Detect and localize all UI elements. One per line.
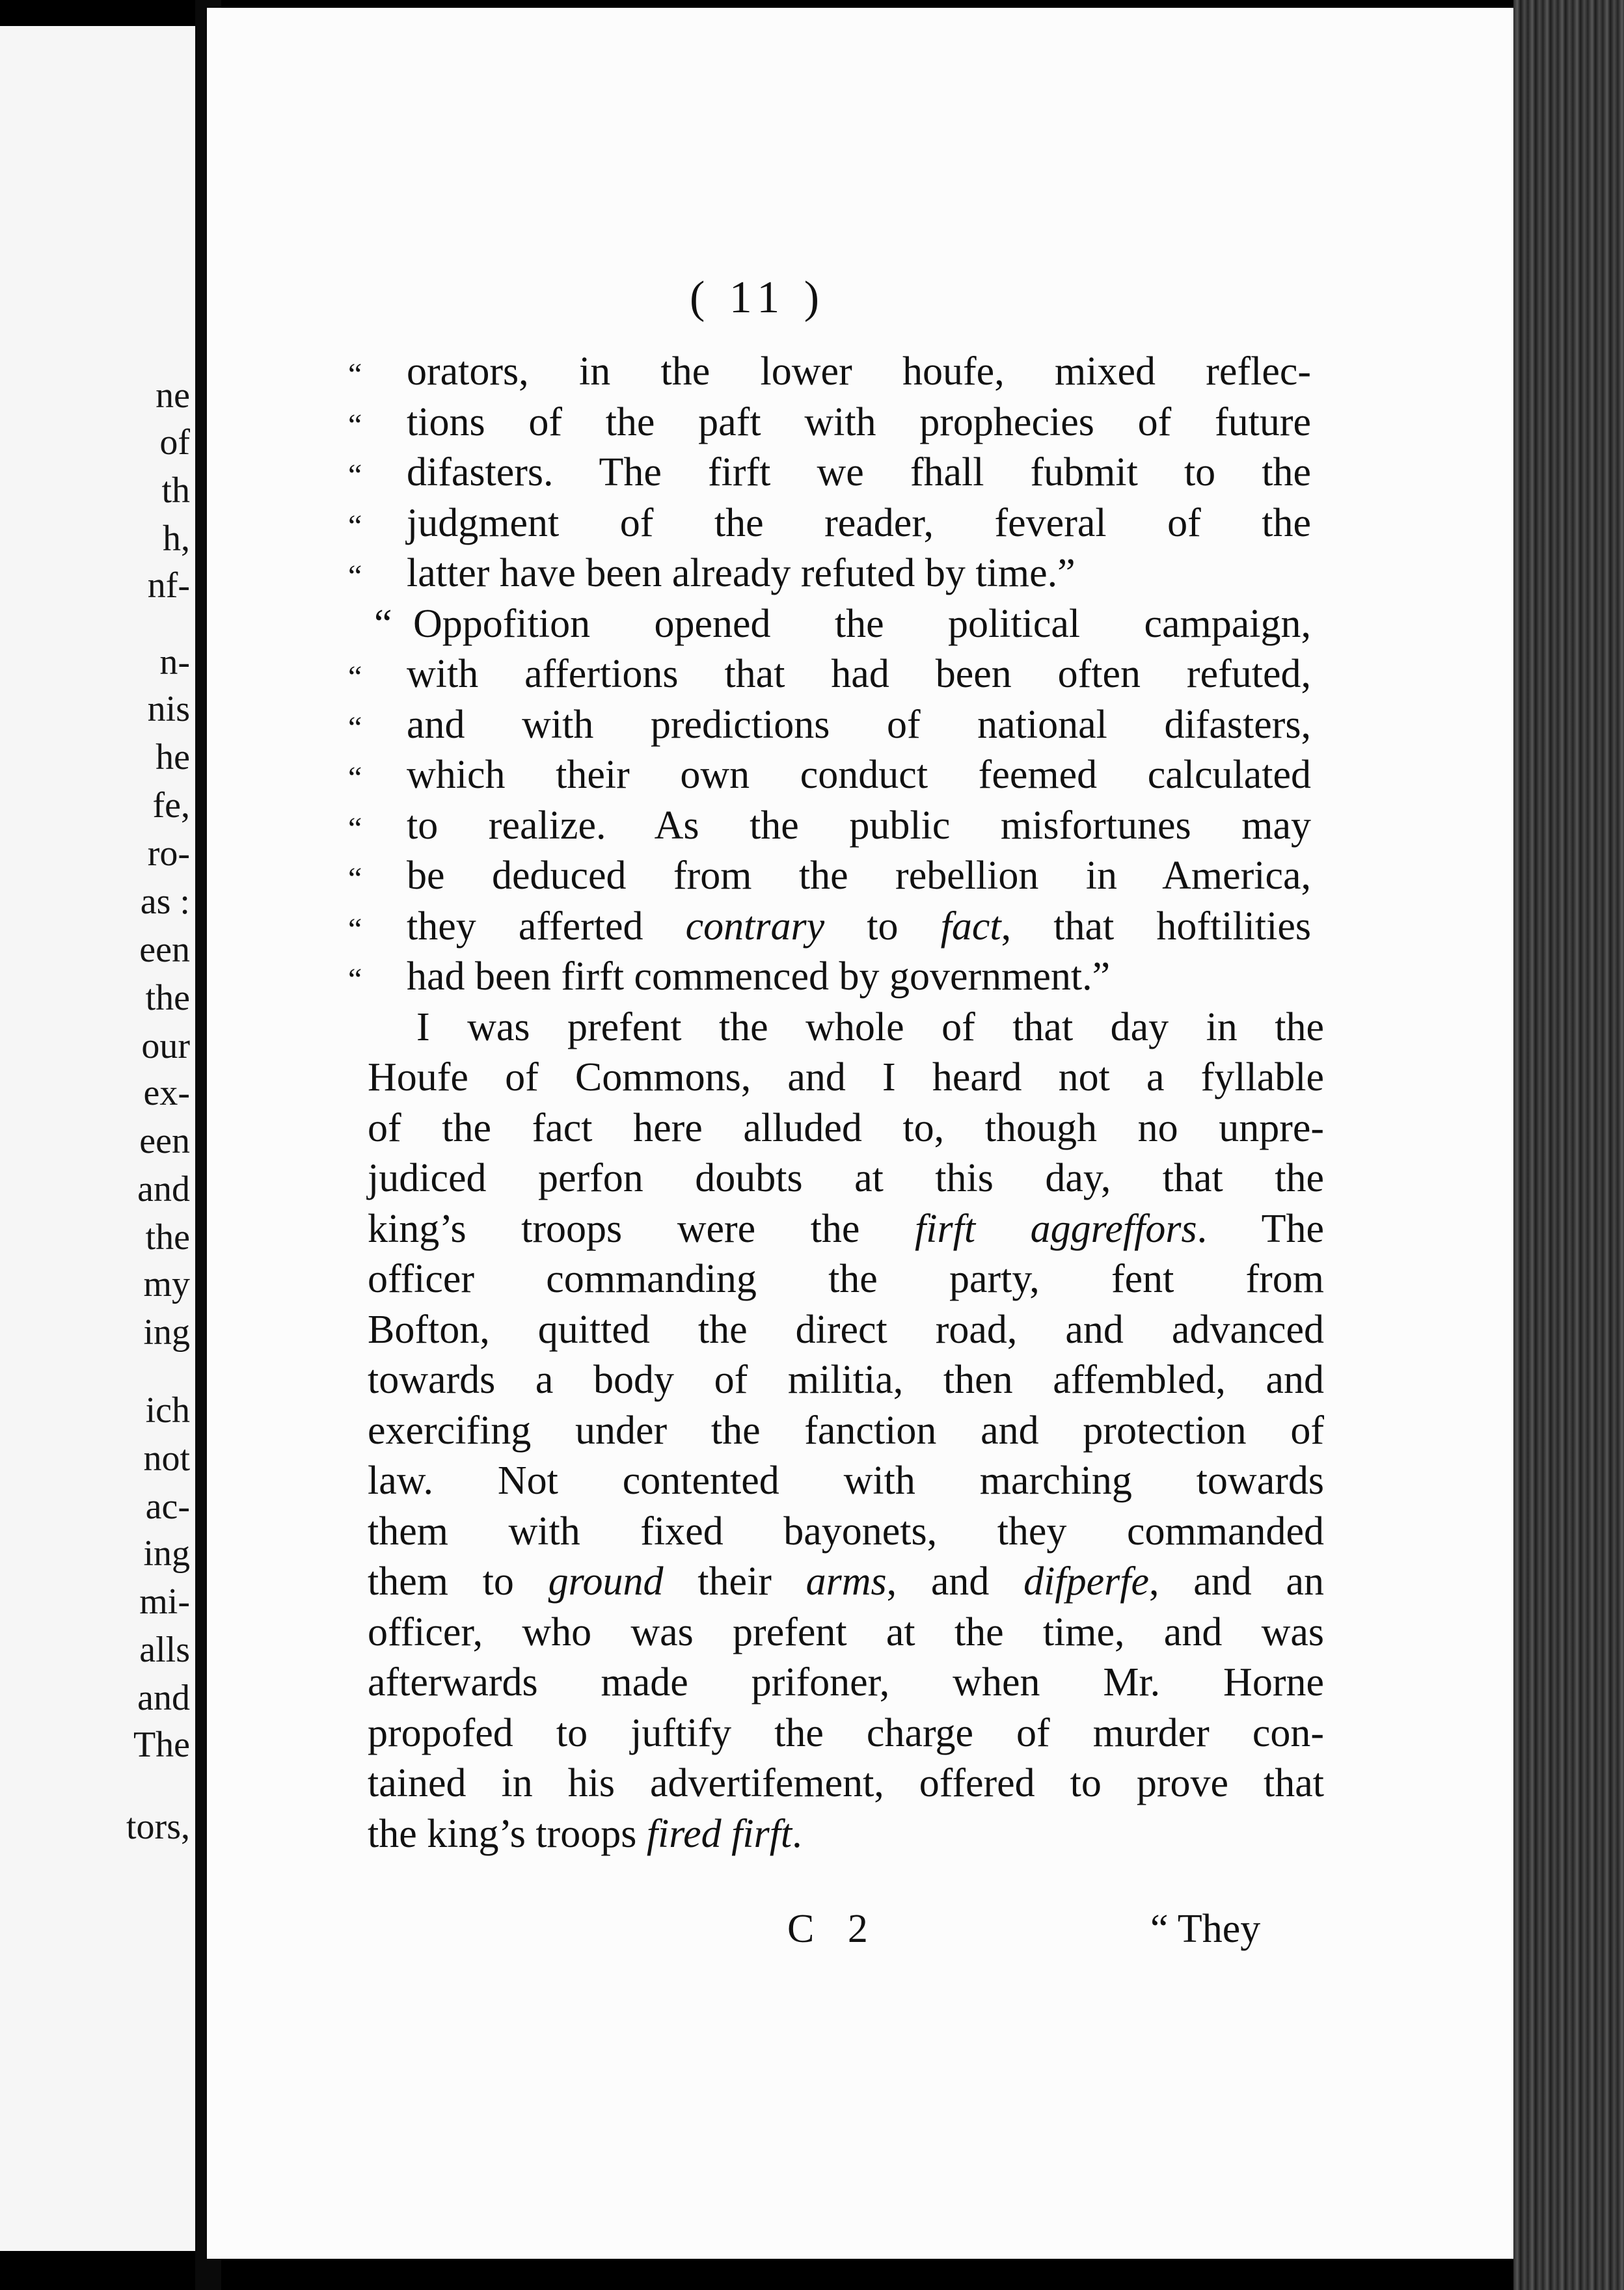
signature-mark: C 2 [787,1907,880,1951]
left-page-fragment: nis [147,689,190,729]
left-page-fragment: fe, [152,785,190,826]
left-page-fragment: my [143,1264,190,1304]
text-line [374,601,1311,646]
line-text-part: to [824,904,941,949]
line-text-part: , and an [1148,1559,1324,1604]
left-page-fragment: nf- [147,565,190,606]
catchword: “ They [1150,1907,1261,1951]
left-page-fragment: ne [156,375,190,416]
text-line [348,399,1311,444]
text-line [368,1811,1324,1856]
text-line [368,1461,1324,1501]
text-line [348,805,1311,846]
quote-mark: “ [348,407,362,442]
quote-mark: “ [348,811,362,846]
page-edge [1513,0,1624,2290]
quote-mark: “ [348,660,362,694]
line-text: them with fixed bayonets, they commanded [368,1509,1324,1554]
text-line [368,1158,1324,1198]
quote-mark: “ [348,458,362,492]
left-page-fragment: een [139,1121,190,1161]
left-page-fragment: and [137,1169,190,1209]
line-text-part: contrary [685,904,825,949]
left-page-fragment: ac- [145,1487,190,1527]
left-page-fragment: mi- [139,1582,190,1622]
text-line [368,1612,1324,1652]
left-page-fragment: alls [139,1630,190,1670]
page-number: ( 11 ) [690,273,826,323]
line-text-part: fact [940,904,1001,949]
line-text-part: ground [548,1559,664,1604]
quote-mark: “ [348,508,362,543]
text-line [348,654,1311,694]
line-text: Bofton, quitted the direct road, and advanced [368,1307,1324,1352]
text-line [348,956,1311,997]
text-line [368,1057,1324,1098]
left-page-fragment: ro- [147,833,190,874]
text-line [348,855,1311,896]
left-page-fragment: our [141,1026,190,1066]
left-page-fragment: n- [159,642,190,682]
left-page-fragment: he [156,737,190,777]
line-text: tained in his advertifement, offered to prove that [368,1761,1324,1805]
line-text: difasters. The firft we fhall fubmit to the [407,450,1311,494]
line-text: judgment of the reader, feveral of the [407,500,1311,545]
line-text: latter have been already refuted by time.” [407,551,1076,595]
text-line [348,553,1311,593]
line-text: and with predictions of national difasters, [407,702,1311,747]
line-text: exercifing under the fanction and protection of [368,1408,1324,1453]
line-text: of the fact here alluded to, though no unpre- [368,1105,1324,1150]
left-page [0,26,195,2251]
quote-mark: “ [348,911,362,947]
line-text: afterwards made prifoner, when Mr. Horne [368,1660,1324,1704]
left-page-fragment: the [145,978,190,1018]
left-page-fragment: and [137,1678,190,1718]
quote-mark: “ [348,710,362,745]
line-text: officer commanding the party, fent from [368,1257,1324,1301]
quote-mark: “ [348,861,362,896]
line-text: which their own conduct feemed calculated [407,753,1311,797]
left-page-fragment: ex- [143,1073,190,1113]
line-text: with affertions that had been often refuted, [407,652,1311,696]
line-text: be deduced from the rebellion in America, [407,854,1311,898]
left-page-fragment: not [143,1438,190,1479]
line-text-part: . The [1197,1206,1324,1251]
left-page-fragment: ing [143,1312,190,1353]
text-line [368,1710,1324,1755]
quote-mark: “ [374,601,392,646]
text-line [348,500,1311,545]
line-text-part: the king’s troops [368,1811,647,1856]
left-page-fragment: ing [143,1533,190,1574]
line-text-part: , that hoftilities [1001,904,1311,949]
quote-mark: “ [348,559,362,593]
line-text-part: , and [886,1559,1024,1604]
left-page-fragment: The [133,1725,190,1765]
left-page-fragment: tors, [126,1807,190,1847]
line-text: officer, who was prefent at the time, and was [368,1610,1324,1654]
line-text-part: fired firft [646,1811,792,1856]
text-line [348,452,1311,492]
quote-mark: “ [348,761,362,795]
line-text: tions of the paft with prophecies of future [407,399,1311,444]
quote-mark: “ [348,357,362,392]
line-text-part: firft aggreffors [915,1206,1197,1251]
line-text-part: their [663,1559,806,1604]
text-line [348,755,1311,795]
text-line [368,1763,1324,1803]
text-line [368,1662,1324,1703]
left-page-fragment: h, [163,519,190,559]
left-page-fragment: een [139,930,190,970]
text-line [368,1206,1324,1251]
line-text: to realize. As the public misfortunes may [407,803,1311,848]
left-page-fragment: ich [145,1390,190,1431]
line-text-part: difperfe [1023,1559,1149,1604]
line-text: towards a body of militia, then affembled, and [368,1358,1324,1402]
line-text: judiced perfon doubts at this day, that the [368,1156,1324,1200]
left-page-fragment: as : [140,882,190,922]
line-text: propofed to juftify the charge of murder con- [368,1710,1324,1755]
text-line [348,351,1311,392]
line-text: I was prefent the whole of that day in the [416,1004,1324,1049]
text-line [368,1259,1324,1299]
text-line [368,1105,1324,1150]
line-text-part: . [792,1811,802,1856]
left-page-fragment: of [159,422,190,463]
left-page-fragment: the [145,1217,190,1258]
left-page-fragment: th [161,470,190,511]
text-line [348,906,1311,947]
text-line [368,1307,1324,1352]
line-text: Houfe of Commons, and I heard not a fyllable [368,1055,1324,1099]
line-text: Oppofition opened the political campaign, [413,601,1311,646]
line-text-part: them to [368,1559,548,1604]
quote-mark: “ [348,962,362,997]
line-text: orators, in the lower houfe, mixed reflec- [407,349,1311,394]
line-text: law. Not contented with marching towards [368,1459,1324,1503]
text-line [348,702,1311,747]
line-text-part: they afferted [407,904,686,949]
line-text-part: king’s troops were the [368,1206,915,1251]
text-line [368,1410,1324,1451]
text-line [416,1004,1324,1049]
text-line [368,1561,1324,1602]
line-text-part: arms [805,1559,887,1604]
line-text: had been firft commenced by government.” [407,954,1111,999]
text-line [368,1360,1324,1400]
text-line [368,1511,1324,1552]
